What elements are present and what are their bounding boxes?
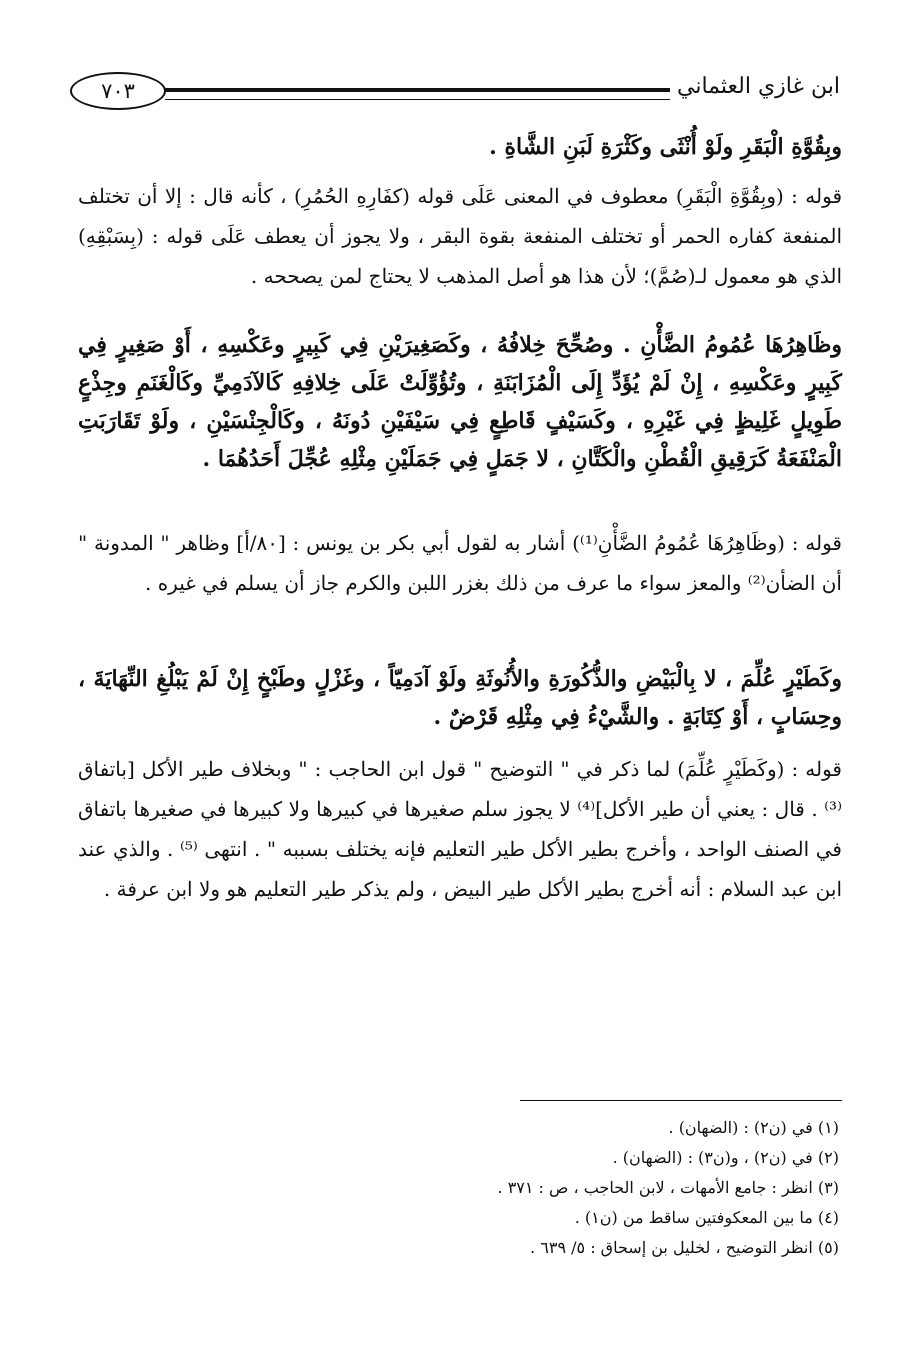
commentary-paragraph: قوله : (وكَطَيْرٍ عُلِّمَ) لما ذكر في " التوضيح " قول ابن الحاجب : " وبخلاف طير الأكل [باتفاق ⁽³⁾ . قال : يعني أن طير الأكل]⁽⁴⁾ لا يجوز سلم صغيرها في كبيرها ولا كبيرها في صغيرها باتفاق في الصنف الواحد ، وأخرج بطير الأكل طير التعليم فإنه يختلف بسببه " . انتهى ⁽⁵⁾ . والذي عند ابن عبد السلام : أنه أخرج بطير الأكل طير البيض ، ولم يذكر طير التعليم هو ولا ابن عرفة . <box>78 757 842 901</box>
header-title: ابن غازي العثماني <box>677 74 840 99</box>
matn-line-1 <box>78 128 842 166</box>
footnotes <box>139 1113 839 1263</box>
sharh-block-2 <box>78 523 842 603</box>
footnote-3: (٣) انظر : جامع الأمهات ، لابن الحاجب ، ص : ٣٧١ . <box>497 1178 839 1197</box>
sharh-block-3 <box>78 749 842 909</box>
matn-block-2 <box>78 326 842 478</box>
footnote-1: (١) في (ن٢) : (الضهان) . <box>668 1118 839 1137</box>
matn-block-3 <box>78 660 842 736</box>
page-number: ٧٠٣ <box>70 72 166 110</box>
footnote-4: (٤) ما بين المعكوفتين ساقط من (ن١) . <box>574 1208 839 1227</box>
matn-paragraph: وبِقُوَّةِ الْبَقَرِ ولَوْ أُنْثَى وكَثْرَةِ لَبَنِ الشَّاةِ . <box>489 134 842 160</box>
footnote-5: (٥) انظر التوضيح ، لخليل بن إسحاق : ٥/ ٦٣٩ . <box>530 1238 839 1257</box>
matn-paragraph: وظَاهِرُهَا عُمُومُ الضَّأْنِ . وصُحِّحَ خِلافُهُ ، وكَصَغِيرَيْنِ فِي كَبِيرٍ وعَكْسِهِ ، أَوْ صَغِيرٍ فِي كَبِيرٍ وعَكْسِهِ ، إِنْ لَمْ يُؤَدِّ إِلَى الْمُزَابَنَةِ ، وتُؤُوِّلَتْ عَلَى خِلافِهِ كَالآدَمِيِّ وكَالْغَنَمِ وجِذْعٍ طَوِيلٍ غَلِيظٍ فِي غَيْرِهِ ، وكَسَيْفٍ قَاطِعٍ فِي سَيْفَيْنِ دُونَهُ ، وكَالْجِنْسَيْنِ ، ولَوْ تَقَارَبَتِ الْمَنْفَعَةُ كَرَقِيقِ الْقُطْنِ والْكَتَّانِ ، لا جَمَلٍ فِي جَمَلَيْنِ مِثْلِهِ عُجِّلَ أَحَدُهُمَا . <box>78 332 842 472</box>
sharh-block-1 <box>78 176 842 296</box>
matn-paragraph: وكَطَيْرٍ عُلِّمَ ، لا بِالْبَيْضِ والذُّكُورَةِ والأُنُوثَةِ ولَوْ آدَمِيّاً ، وغَزْلٍ وطَبْخٍ إِنْ لَمْ يَبْلُغِ النِّهَايَةَ ، وحِسَابٍ ، أَوْ كِتَابَةٍ . والشَّيْءُ فِي مِثْلِهِ قَرْضٌ . <box>78 666 842 730</box>
commentary-paragraph: قوله : (وظَاهِرُهَا عُمُومُ الضَّأْنِ⁽¹⁾) أشار به لقول أبي بكر بن يونس : [٨٠/أ] وظاهر " المدونة " أن الضأن⁽²⁾ والمعز سواء ما عرف من ذلك بغزر اللبن والكرم جاز أن يسلم في غيره . <box>78 531 842 595</box>
footnote-separator <box>520 1100 842 1101</box>
commentary-paragraph: قوله : (وبِقُوَّةِ الْبَقَرِ) معطوف في المعنى عَلَى قوله (كفَارِهِ الحُمُرِ) ، كأنه قال : إلا أن تختلف المنفعة كفاره الحمر أو تختلف المنفعة بقوة البقر ، ولا يجوز أن يعطف عَلَى قوله : (بِسَبْقِهِ) الذي هو معمول لـ(صُمَّ)؛ لأن هذا هو أصل المذهب لا يحتاج لمن يصححه . <box>78 184 842 288</box>
footnote-2: (٢) في (ن٢) ، و(ن٣) : (الضهان) . <box>612 1148 839 1167</box>
running-header <box>70 62 840 118</box>
header-rule <box>165 88 670 100</box>
